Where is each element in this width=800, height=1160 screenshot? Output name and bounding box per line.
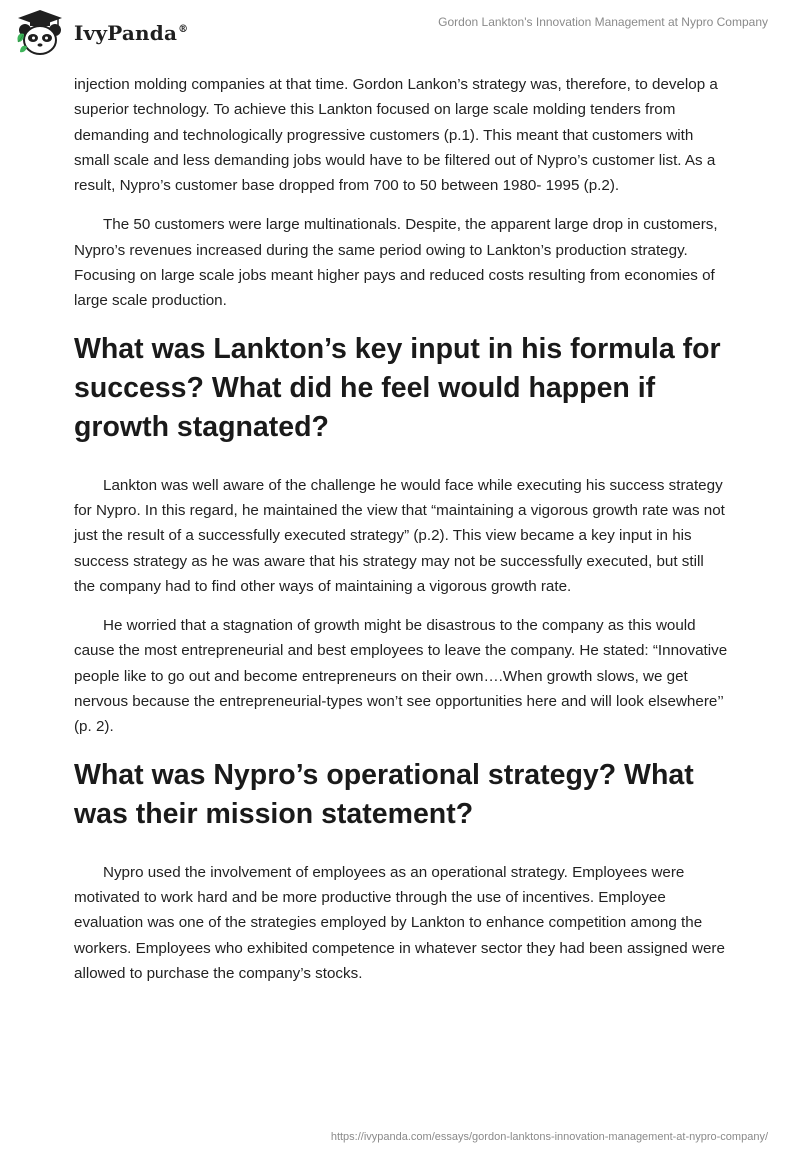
section-heading: What was Lankton’s key input in his formula for success? What did he feel would happen if growth stagnated? <box>74 332 721 443</box>
registered-mark: ® <box>178 24 189 36</box>
paragraph: Lankton was well aware of the challenge he would face while executing his success strategy for Nypro. In this regard, he maintained the view that “maintaining a vigorous growth rate was not just the result of a successfully executed strategy” (p.2). This view became a key input in his success strategy as he was aware that his strategy may not be successfully executed, but still the company had to find other ways of maintaining a vigorous growth rate. <box>74 476 725 595</box>
brand-name: IvyPanda® <box>74 21 189 45</box>
panda-graduation-icon <box>14 8 66 58</box>
paragraph: Nypro used the involvement of employees as an operational strategy. Employees were motivated to work hard and be more productive through the use of incentives. Employee evaluation was one of the strategies employed by Lankton to enhance competition among the workers. Employees who exhibited competence in whatever sector they had been assigned were allowed to purchase the company’s stocks. <box>74 863 725 982</box>
paragraph: The 50 customers were large multinationals. Despite, the apparent large drop in customers, Nypro’s revenues increased during the same period owing to Lankton’s production strategy. Focusing on large scale jobs meant higher pays and reduced costs resulting from economies of large scale production. <box>74 216 718 310</box>
page-header <box>0 0 800 70</box>
essay-content <box>74 72 728 1000</box>
source-url[interactable]: https://ivypanda.com/essays/gordon-lanktons-innovation-management-at-nypro-company/ <box>330 1131 768 1143</box>
paragraph: He worried that a stagnation of growth might be disastrous to the company as this would cause the most entrepreneurial and best employees to leave the company. He stated: “Innovative people like to go out and become entrepreneurs on their own….When growth slows, we get nervous because the entrepreneurial-types won’t see opportunities here and will look elsewhere’’ (p. 2). <box>74 617 728 736</box>
paragraph: injection molding companies at that time. Gordon Lankon’s strategy was, therefore, to develop a superior technology. To achieve this Lankton focused on large scale molding tenders from demanding and technologically progressive customers (p.1). This meant that customers with small scale and less demanding jobs would have to be filtered out of Nypro’s customer list. As a result, Nypro’s customer base dropped from 700 to 50 between 1980- 1995 (p.2). <box>74 76 718 195</box>
ivypanda-logo[interactable] <box>14 8 188 58</box>
document-title: Gordon Lankton's Innovation Management at Nypro Company <box>438 15 768 29</box>
section-heading: What was Nypro’s operational strategy? What was their mission statement? <box>74 758 694 830</box>
